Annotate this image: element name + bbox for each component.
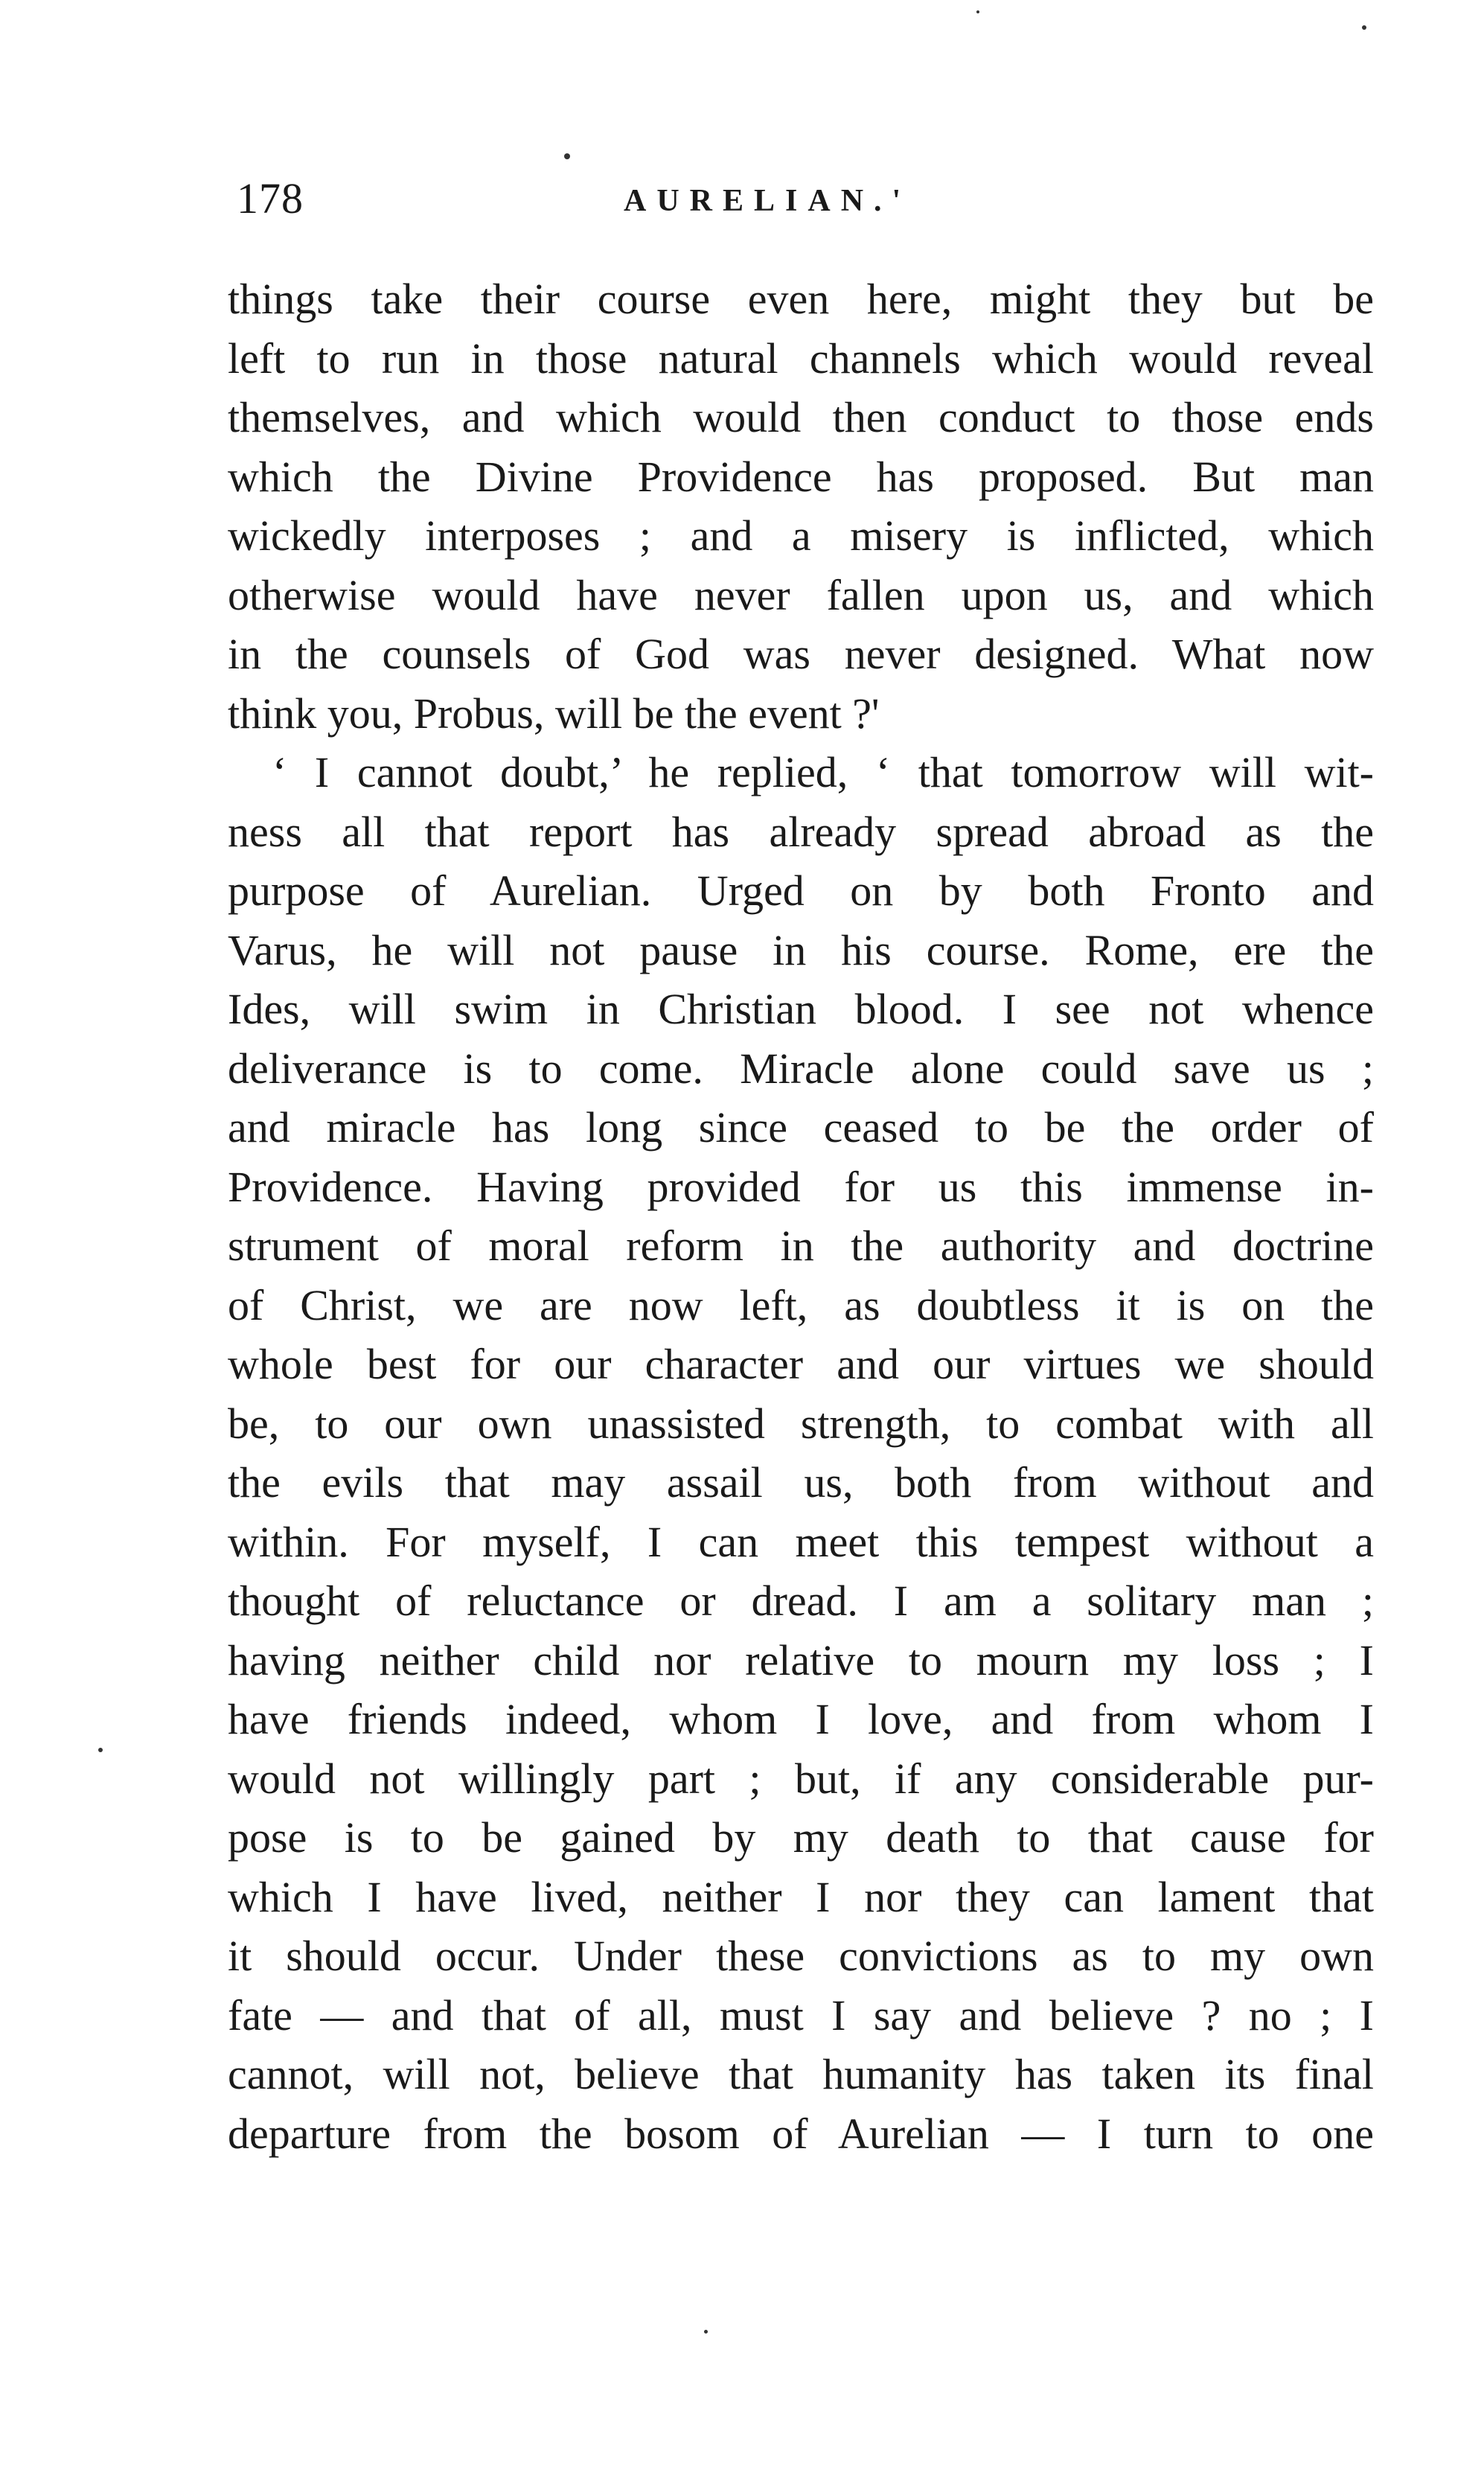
text-line: otherwise would have never fallen upon us, and which bbox=[228, 570, 1374, 619]
text-line: fate — and that of all, must I say and believe ? no ; I bbox=[228, 1990, 1374, 2040]
text-line: purpose of Aurelian. Urged on by both Fronto and bbox=[228, 866, 1374, 915]
running-head: AURELIAN.' bbox=[624, 184, 912, 218]
text-line: things take their course even here, might they but be bbox=[228, 275, 1374, 323]
text-line: having neither child nor relative to mourn my loss ; I bbox=[228, 1635, 1374, 1684]
text-line: think you, Probus, will be the event ?' bbox=[228, 689, 880, 738]
text-line: of Christ, we are now left, as doubtless it is on the bbox=[228, 1280, 1374, 1329]
text-line: themselves, and which would then conduct to those ends bbox=[228, 393, 1374, 441]
text-line: cannot, will not, believe that humanity has taken its final bbox=[228, 2050, 1374, 2098]
text-line: it should occur. Under these convictions as to my own bbox=[228, 1932, 1374, 1980]
text-line: have friends indeed, whom I love, and from whom I bbox=[228, 1695, 1374, 1743]
text-line: pose is to be gained by my death to that cause for bbox=[228, 1813, 1374, 1862]
text-line: deliverance is to come. Miracle alone could save us ; bbox=[228, 1044, 1374, 1093]
text-line: in the counsels of God was never designed. What now bbox=[228, 630, 1374, 678]
text-line: which I have lived, neither I nor they can lament that bbox=[228, 1872, 1374, 1921]
text-line: Varus, he will not pause in his course. Rome, ere the bbox=[228, 925, 1374, 974]
page-number: 178 bbox=[237, 174, 304, 223]
text-line: and miracle has long since ceased to be the order of bbox=[228, 1103, 1374, 1152]
text-line: would not willingly part ; but, if any considerable pur- bbox=[228, 1754, 1374, 1803]
text-line: within. For myself, I can meet this tempest without a bbox=[228, 1517, 1374, 1566]
print-speck bbox=[1362, 25, 1366, 30]
body-text bbox=[228, 269, 1374, 2163]
print-speck bbox=[98, 1748, 103, 1752]
text-line: strument of moral reform in the authority and doctrine bbox=[228, 1221, 1374, 1270]
print-speck bbox=[976, 10, 979, 13]
text-line: whole best for our character and our virtues we should bbox=[228, 1340, 1374, 1388]
text-line: Ides, will swim in Christian blood. I see not whence bbox=[228, 985, 1374, 1033]
print-speck bbox=[564, 153, 570, 159]
text-line: left to run in those natural channels which would reveal bbox=[228, 333, 1374, 383]
text-line: wickedly interposes ; and a misery is inflicted, which bbox=[228, 511, 1374, 560]
text-line: the evils that may assail us, both from without and bbox=[228, 1458, 1374, 1507]
text-line: be, to our own unassisted strength, to combat with all bbox=[228, 1399, 1374, 1448]
page-header bbox=[237, 173, 1368, 232]
text-line: which the Divine Providence has proposed. But man bbox=[228, 452, 1374, 501]
print-speck bbox=[704, 2330, 708, 2334]
text-line: ‘ I cannot doubt,’ he replied, ‘ that tomorrow will wit- bbox=[272, 748, 1374, 796]
text-line: departure from the bosom of Aurelian — I turn to one bbox=[228, 2109, 1374, 2158]
text-line: ness all that report has already spread abroad as the bbox=[228, 807, 1374, 856]
text-line: Providence. Having provided for us this immense in- bbox=[228, 1162, 1374, 1211]
text-line: thought of reluctance or dread. I am a solitary man ; bbox=[228, 1577, 1374, 1625]
